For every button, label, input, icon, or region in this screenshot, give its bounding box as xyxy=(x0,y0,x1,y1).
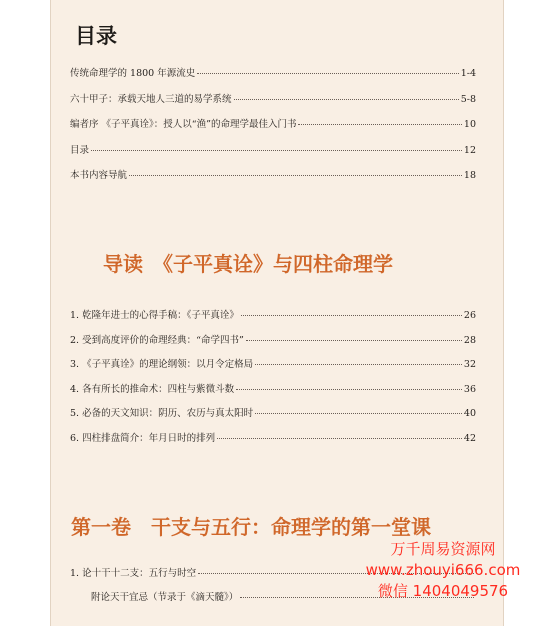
dot-leader xyxy=(217,438,462,439)
dot-leader xyxy=(197,73,458,74)
toc-heading: 目录 xyxy=(75,23,117,48)
toc-entry-page: 42 xyxy=(463,432,476,444)
dot-leader xyxy=(91,150,462,151)
toc-entry-page: 32 xyxy=(463,359,476,370)
toc-entry-page: 12 xyxy=(463,144,476,156)
toc-entry-title: 六十甲子：承载天地人三道的易学系统 xyxy=(70,93,232,105)
dot-leader xyxy=(129,175,462,176)
watermark xyxy=(338,539,548,602)
toc-entry[interactable] xyxy=(70,408,476,420)
daodu-toc xyxy=(70,310,476,457)
toc-entry[interactable] xyxy=(70,310,476,322)
watermark-contact: 微信 1404049576 xyxy=(377,582,509,600)
toc-entry-page: 28 xyxy=(463,334,476,346)
toc-entry-title: 2. 受到高度评价的命理经典：“命学四书” xyxy=(70,334,244,346)
toc-entry-title: 传统命理学的 1800 年源流史 xyxy=(70,68,196,79)
toc-entry[interactable] xyxy=(70,94,476,106)
watermark-site-name: 万千周易资源网 xyxy=(390,540,496,558)
toc-entry-title: 6. 四柱排盘简介：年月日时的排列 xyxy=(70,432,216,444)
dot-leader xyxy=(255,364,462,365)
toc-entry-title: 1. 乾隆年进士的心得手稿：《子平真诠》 xyxy=(70,310,239,321)
toc-entry-page: 5-8 xyxy=(460,93,476,105)
toc-entry-title: 5. 必备的天文知识：阴历、农历与真太阳时 xyxy=(70,408,254,419)
book-page xyxy=(50,0,504,626)
toc-entry[interactable] xyxy=(70,68,476,80)
toc-entry-page: 10 xyxy=(463,119,476,130)
watermark-url: www.zhouyi666.com xyxy=(365,561,521,579)
toc-entry-title: 附论天干宜忌（节录于《滴天髓》） xyxy=(91,592,239,603)
front-matter-toc xyxy=(70,68,476,196)
toc-entry-title: 1. 论十干十二支：五行与时空 xyxy=(70,568,197,579)
toc-entry[interactable] xyxy=(70,384,476,396)
toc-entry[interactable] xyxy=(70,119,476,131)
toc-entry-title: 3. 《子平真诠》的理论纲领：以月令定格局 xyxy=(70,359,254,370)
dot-leader xyxy=(246,340,462,341)
dot-leader xyxy=(241,315,462,316)
toc-entry-title: 本书内容导航 xyxy=(70,170,128,181)
toc-entry[interactable] xyxy=(70,170,476,182)
toc-entry-page: 26 xyxy=(463,310,476,321)
toc-entry-title: 编者序 《子平真诠》：授人以“渔”的命理学最佳入门书 xyxy=(70,119,297,130)
section-title-daodu: 导读 《子平真诠》与四柱命理学 xyxy=(103,252,393,276)
toc-entry[interactable] xyxy=(70,433,476,445)
dot-leader xyxy=(234,99,459,100)
toc-entry-title: 目录 xyxy=(70,144,90,156)
toc-entry-page: 36 xyxy=(463,383,476,395)
dot-leader xyxy=(255,413,462,414)
toc-entry-page: 40 xyxy=(463,408,476,419)
toc-entry-page: 18 xyxy=(463,170,476,181)
section-title-vol1: 第一卷 干支与五行：命理学的第一堂课 xyxy=(71,515,431,539)
dot-leader xyxy=(298,124,461,125)
toc-entry-page: 1-4 xyxy=(460,68,476,79)
toc-entry[interactable] xyxy=(70,335,476,347)
toc-entry-title: 4. 各有所长的推命术：四柱与紫微斗数 xyxy=(70,383,235,395)
toc-entry[interactable] xyxy=(70,145,476,157)
toc-entry[interactable] xyxy=(70,359,476,371)
dot-leader xyxy=(236,389,462,390)
